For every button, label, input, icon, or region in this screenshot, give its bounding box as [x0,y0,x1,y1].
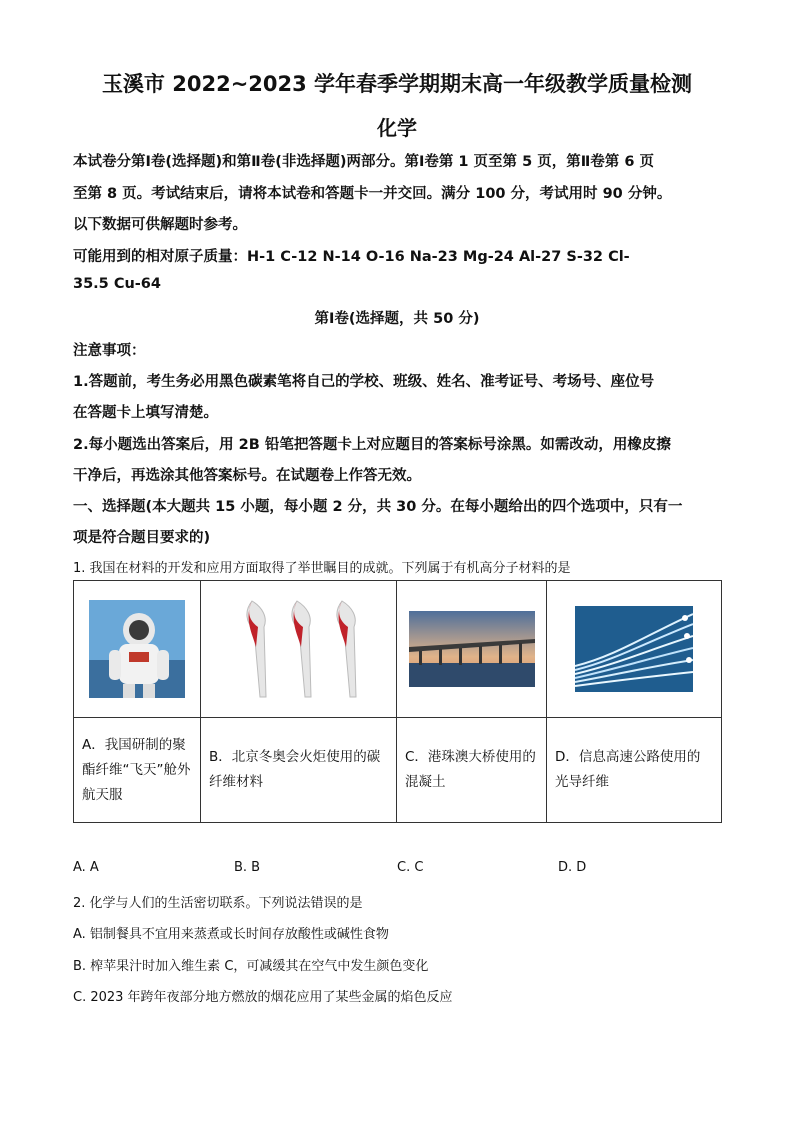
question-2-option-c: C. 2023 年跨年夜部分地方燃放的烟花应用了某些金属的焰色反应 [73,990,453,1005]
intro-line-2: 至第 8 页。考试结束后，请将本试卷和答题卡一并交回。满分 100 分，考试用时 90 分钟。 [73,186,672,202]
option-c-text: C．港珠澳大桥使用的混凝土 [397,718,547,823]
notice-2: 2.每小题选出答案后，用 2B 铅笔把答题卡上对应题目的答案标号涂黑。如需改动，用橡皮擦 [73,437,671,453]
part-one-instructions-cont: 项是符合题目要求的) [73,530,211,546]
part-one-instructions: 一、选择题(本大题共 15 小题，每小题 2 分，共 30 分。在每小题给出的四个选项中，只有一 [73,499,683,515]
notice-1: 1.答题前，考生务必用黑色碳素笔将自己的学校、班级、姓名、准考证号、考场号、座位号 [73,374,655,390]
question-1-stem: 1. 我国在材料的开发和应用方面取得了举世瞩目的成就。下列属于有机高分子材料的是 [73,561,571,576]
option-c-image-cell [397,581,547,718]
choice-c: C. C [397,860,424,875]
option-d-image-cell [547,581,722,718]
question-2-option-b: B. 榨苹果汁时加入维生素 C，可减缓其在空气中发生颜色变化 [73,959,429,974]
notice-1-cont: 在答题卡上填写清楚。 [73,405,218,421]
question-2-option-a: A. 铝制餐具不宜用来蒸煮或长时间存放酸性或碱性食物 [73,927,389,942]
atomic-mass-line: 可能用到的相对原子质量：H-1 C-12 N-14 O-16 Na-23 Mg-24 Al-27 S-32 Cl- [73,249,630,265]
section-heading: 第Ⅰ卷(选择题，共 50 分) [314,311,480,327]
option-b-image-cell [201,581,397,718]
bridge-image [409,611,535,687]
exam-title: 玉溪市 2022~2023 学年春季学期期末高一年级教学质量检测 [101,72,693,96]
notice-2-cont: 干净后，再选涂其他答案标号。在试题卷上作答无效。 [73,468,421,484]
choice-d: D. D [558,860,587,875]
intro-line-3: 以下数据可供解题时参考。 [73,217,247,233]
choice-a: A. A [73,860,99,875]
subject-title: 化学 [377,116,417,140]
intro-line-1: 本试卷分第Ⅰ卷(选择题)和第Ⅱ卷(非选择题)两部分。第Ⅰ卷第 1 页至第 5 页，第Ⅱ卷第 6 页 [73,154,654,170]
option-b-text: B．北京冬奥会火炬使用的碳纤维材料 [201,718,397,823]
notice-title: 注意事项： [73,343,146,359]
option-d-text: D．信息高速公路使用的光导纤维 [547,718,722,823]
question-2-stem: 2. 化学与人们的生活密切联系。下列说法错误的是 [73,896,363,911]
question-1-option-table [73,580,722,823]
astronaut-image [89,600,185,698]
optical-fiber-image [575,606,693,692]
option-a-image-cell [74,581,201,718]
choice-b: B. B [234,860,261,875]
atomic-mass-line-cont: 35.5 Cu-64 [73,276,161,292]
option-a-text: A．我国研制的聚酯纤维“飞天”舱外航天服 [74,718,201,823]
olympic-torch-image [234,597,364,701]
